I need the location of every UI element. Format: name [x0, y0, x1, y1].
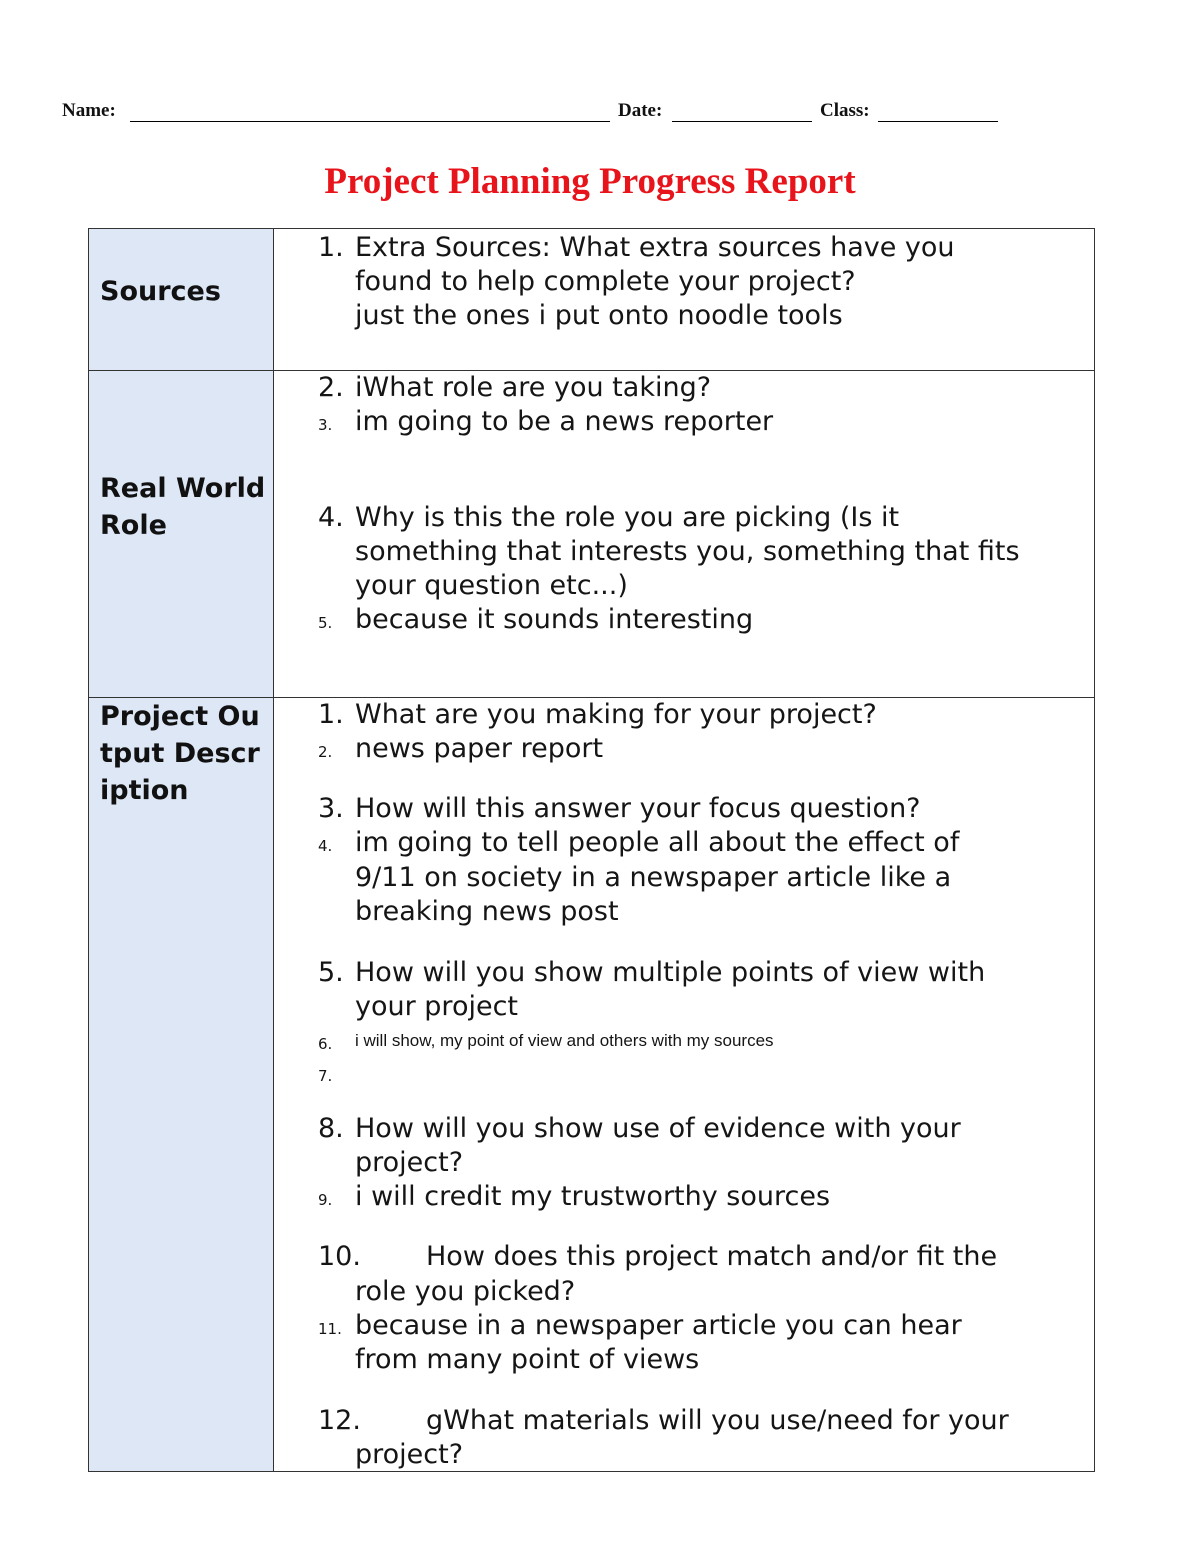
item-number: 9. [318, 1191, 333, 1209]
header-fields [62, 98, 1062, 128]
question-text: How will you show use of evidence with your [355, 1113, 961, 1144]
report-table [88, 228, 1095, 1472]
item-number: 2. [318, 372, 344, 403]
item-number: 4. [318, 837, 333, 855]
answer-text[interactable]: because it sounds interesting [355, 604, 754, 635]
answer-text[interactable]: im going to be a news reporter [355, 406, 774, 437]
item-number: 7. [318, 1067, 333, 1085]
answer-text[interactable]: news paper report [355, 733, 604, 764]
item-number: 11. [318, 1320, 342, 1338]
role-content [274, 371, 1094, 697]
answer-text[interactable]: i will credit my trustworthy sources [355, 1181, 831, 1212]
question-text: project? [355, 1439, 464, 1470]
row-label-real-world-role: Real World Role [89, 371, 274, 697]
answer-text[interactable]: 9/11 on society in a newspaper article like a [355, 862, 952, 893]
question-text: How will this answer your focus question? [355, 793, 921, 824]
answer-text[interactable]: because in a newspaper article you can hear [355, 1310, 962, 1341]
row-real-world-role [89, 370, 1094, 697]
date-label: Date: [618, 100, 663, 121]
item-number: 1. [318, 699, 344, 730]
date-field[interactable] [672, 121, 812, 122]
item-number: 3. [318, 793, 344, 824]
answer-text[interactable]: breaking news post [355, 896, 619, 927]
output-content [274, 698, 1094, 1471]
item-number: 12. [318, 1405, 361, 1436]
row-label-sources: Sources [89, 229, 274, 370]
question-text: role you picked? [355, 1276, 576, 1307]
question-text: iWhat role are you taking? [355, 372, 712, 403]
row-sources [89, 229, 1094, 370]
question-text: project? [355, 1147, 464, 1178]
question-text: your question etc...) [355, 570, 628, 601]
answer-text[interactable]: im going to tell people all about the effect of [355, 827, 960, 858]
name-label: Name: [62, 100, 116, 121]
answer-text[interactable]: from many point of views [355, 1344, 700, 1375]
item-number: 2. [318, 743, 333, 761]
answer-text[interactable]: i will show, my point of view and others with my sources [355, 1031, 774, 1050]
question-text: Extra Sources: What extra sources have you [355, 232, 955, 263]
page-title: Project Planning Progress Report [324, 161, 856, 202]
row-label-project-output-description: Project Output Description [89, 698, 274, 1471]
question-text: something that interests you, something that fits [355, 536, 1020, 567]
class-field[interactable] [878, 121, 998, 122]
question-text: How will you show multiple points of view with [355, 957, 986, 988]
item-number: 10. [318, 1241, 361, 1272]
answer-text[interactable]: just the ones i put onto noodle tools [355, 300, 843, 331]
question-text: gWhat materials will you use/need for your [426, 1405, 1009, 1436]
item-number: 5. [318, 614, 333, 632]
item-number: 5. [318, 957, 344, 988]
item-number: 3. [318, 416, 333, 434]
question-text: found to help complete your project? [355, 266, 856, 297]
question-text: What are you making for your project? [355, 699, 877, 730]
item-number: 6. [318, 1035, 333, 1053]
row-project-output-description [89, 697, 1094, 1471]
question-text: Why is this the role you are picking (Is it [355, 502, 900, 533]
item-number: 4. [318, 502, 344, 533]
class-label: Class: [820, 100, 870, 121]
question-text: How does this project match and/or fit the [426, 1241, 998, 1272]
question-text: your project [355, 991, 519, 1022]
item-number: 1. [318, 232, 344, 263]
name-field[interactable] [130, 121, 610, 122]
sources-content [274, 229, 1094, 370]
item-number: 8. [318, 1113, 344, 1144]
